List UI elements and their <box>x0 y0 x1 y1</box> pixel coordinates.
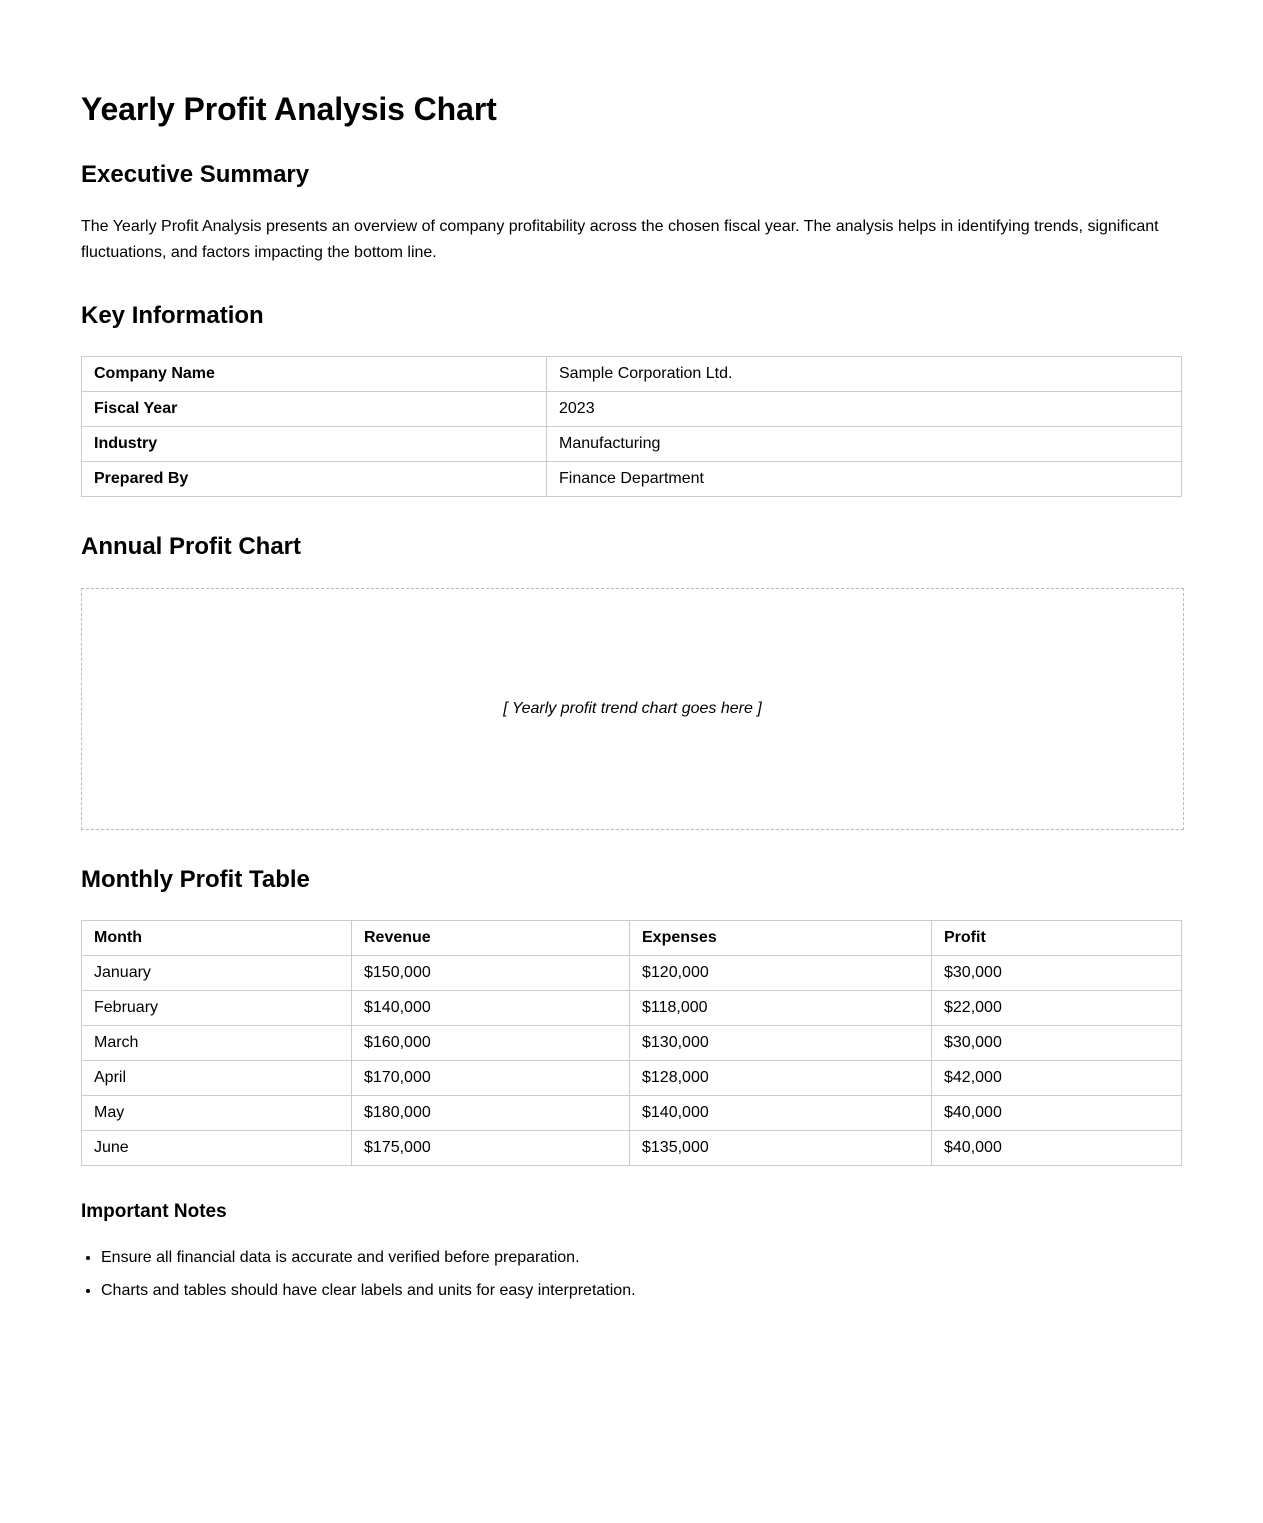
cell-revenue: $175,000 <box>352 1131 630 1166</box>
notes-list <box>81 1245 636 1311</box>
cell-expenses: $140,000 <box>630 1096 932 1131</box>
table-header-row <box>82 921 1182 956</box>
cell-profit: $30,000 <box>932 956 1182 991</box>
column-header-profit: Profit <box>932 921 1182 956</box>
cell-expenses: $135,000 <box>630 1131 932 1166</box>
executive-summary-text: The Yearly Profit Analysis presents an overview of company profitability across the chosen fiscal year. The analysis helps in identifying trends, significant fluctuations, and factors impacting the bottom line. <box>81 218 1159 261</box>
monthly-profit-table-heading: Monthly Profit Table <box>81 866 310 893</box>
table-row <box>82 1131 1182 1166</box>
cell-expenses: $130,000 <box>630 1026 932 1061</box>
table-row <box>82 1061 1182 1096</box>
chart-placeholder-text: [ Yearly profit trend chart goes here ] <box>503 700 762 717</box>
key-info-label: Company Name <box>82 357 547 392</box>
table-row <box>82 357 1182 392</box>
key-information-heading: Key Information <box>81 302 264 329</box>
column-header-month: Month <box>82 921 352 956</box>
cell-profit: $42,000 <box>932 1061 1182 1096</box>
table-row <box>82 1096 1182 1131</box>
key-information-table <box>81 356 1182 497</box>
table-row <box>82 462 1182 497</box>
list-item: • Ensure all financial data is accurate and verified before preparation. <box>101 1245 636 1271</box>
table-row <box>82 392 1182 427</box>
cell-revenue: $180,000 <box>352 1096 630 1131</box>
key-info-value: Manufacturing <box>547 427 1182 462</box>
table-row <box>82 956 1182 991</box>
key-info-value: Sample Corporation Ltd. <box>547 357 1182 392</box>
cell-expenses: $118,000 <box>630 991 932 1026</box>
table-row <box>82 991 1182 1026</box>
key-info-label: Fiscal Year <box>82 392 547 427</box>
cell-profit: $30,000 <box>932 1026 1182 1061</box>
cell-expenses: $120,000 <box>630 956 932 991</box>
column-header-revenue: Revenue <box>352 921 630 956</box>
annual-profit-chart-heading: Annual Profit Chart <box>81 533 301 560</box>
executive-summary-heading: Executive Summary <box>81 161 310 188</box>
cell-profit: $22,000 <box>932 991 1182 1026</box>
key-info-value: 2023 <box>547 392 1182 427</box>
cell-profit: $40,000 <box>932 1096 1182 1131</box>
list-item: • Charts and tables should have clear labels and units for easy interpretation. <box>101 1278 636 1304</box>
cell-revenue: $150,000 <box>352 956 630 991</box>
monthly-profit-table <box>81 920 1182 1166</box>
table-row <box>82 1026 1182 1061</box>
chart-placeholder-box <box>81 588 1184 830</box>
key-info-label: Industry <box>82 427 547 462</box>
cell-month: January <box>82 956 352 991</box>
cell-month: February <box>82 991 352 1026</box>
cell-month: June <box>82 1131 352 1166</box>
important-notes-heading: Important Notes <box>81 1201 227 1222</box>
cell-month: April <box>82 1061 352 1096</box>
cell-expenses: $128,000 <box>630 1061 932 1096</box>
cell-profit: $40,000 <box>932 1131 1182 1166</box>
column-header-expenses: Expenses <box>630 921 932 956</box>
cell-revenue: $160,000 <box>352 1026 630 1061</box>
cell-month: March <box>82 1026 352 1061</box>
key-info-value: Finance Department <box>547 462 1182 497</box>
page-title: Yearly Profit Analysis Chart <box>81 91 497 127</box>
cell-month: May <box>82 1096 352 1131</box>
cell-revenue: $140,000 <box>352 991 630 1026</box>
table-row <box>82 427 1182 462</box>
cell-revenue: $170,000 <box>352 1061 630 1096</box>
key-info-label: Prepared By <box>82 462 547 497</box>
